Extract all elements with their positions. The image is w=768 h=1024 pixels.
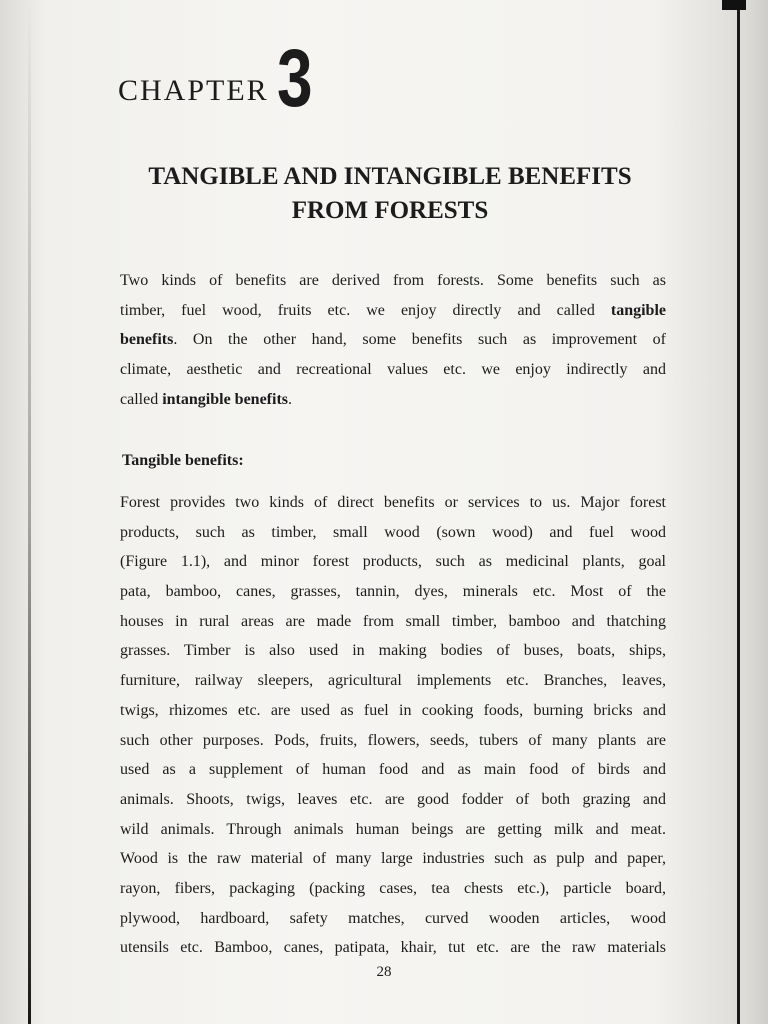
body-line: furniture, railway sleepers, agricultural implements etc. Branches, leaves, bbox=[120, 672, 666, 690]
body-line: rayon, fibers, packaging (packing cases, tea chests etc.), particle board, bbox=[120, 879, 666, 897]
page-corner bbox=[722, 0, 746, 10]
intro-line: climate, aesthetic and recreational values etc. we enjoy indirectly and bbox=[120, 361, 666, 379]
term-tangible: tangible bbox=[610, 301, 666, 319]
chapter-title-line-1: TANGIBLE AND INTANGIBLE BENEFITS bbox=[148, 163, 632, 190]
intro-line: called intangible benefits. bbox=[120, 390, 292, 408]
body-line: used as a supplement of human food and as main food of birds and bbox=[120, 761, 666, 779]
section-heading: Tangible benefits: bbox=[122, 452, 244, 469]
chapter-title bbox=[110, 160, 670, 228]
chapter-number: 3 bbox=[276, 33, 313, 124]
chapter-label: CHAPTER bbox=[118, 74, 269, 107]
chapter-title-line-2: FROM FORESTS bbox=[291, 197, 489, 224]
body-line: Wood is the raw material of many large industries such as pulp and paper, bbox=[120, 850, 666, 868]
body-line: plywood, hardboard, safety matches, curved wooden articles, wood bbox=[120, 909, 666, 927]
term-intangible-benefits: intangible benefits bbox=[162, 390, 288, 408]
body-line: animals. Shoots, twigs, leaves etc. are good fodder of both grazing and bbox=[120, 790, 666, 808]
intro-line: benefits. On the other hand, some benefits such as improvement of bbox=[120, 331, 666, 349]
body-line: utensils etc. Bamboo, canes, patipata, khair, tut etc. are the raw materials bbox=[120, 939, 666, 957]
body-line: products, such as timber, small wood (sown wood) and fuel wood bbox=[120, 523, 666, 541]
body-paragraph bbox=[120, 488, 666, 963]
intro-paragraph bbox=[120, 266, 666, 414]
page-binding-shadow bbox=[28, 0, 31, 1024]
body-line: twigs, rhizomes etc. are used as fuel in cooking foods, burning bricks and bbox=[120, 701, 666, 719]
body-line: such other purposes. Pods, fruits, flowers, seeds, tubers of many plants are bbox=[120, 731, 666, 749]
term-benefits: benefits bbox=[120, 331, 174, 349]
body-line: Forest provides two kinds of direct benefits or services to us. Major forest bbox=[120, 494, 666, 511]
page-edge bbox=[737, 0, 740, 1024]
body-line: wild animals. Through animals human beings are getting milk and meat. bbox=[120, 820, 666, 838]
intro-line: Two kinds of benefits are derived from forests. Some benefits such as bbox=[120, 272, 666, 289]
body-line: (Figure 1.1), and minor forest products, such as medicinal plants, goal bbox=[120, 553, 666, 571]
body-line: grasses. Timber is also used in making bodies of buses, boats, ships, bbox=[120, 642, 666, 660]
body-line: houses in rural areas are made from small timber, bamboo and thatching bbox=[120, 612, 666, 630]
body-line: pata, bamboo, canes, grasses, tannin, dyes, minerals etc. Most of the bbox=[120, 583, 666, 601]
page-number: 28 bbox=[376, 964, 392, 980]
chapter-heading bbox=[118, 33, 322, 124]
intro-line: timber, fuel wood, fruits etc. we enjoy directly and called tangible bbox=[120, 301, 666, 319]
